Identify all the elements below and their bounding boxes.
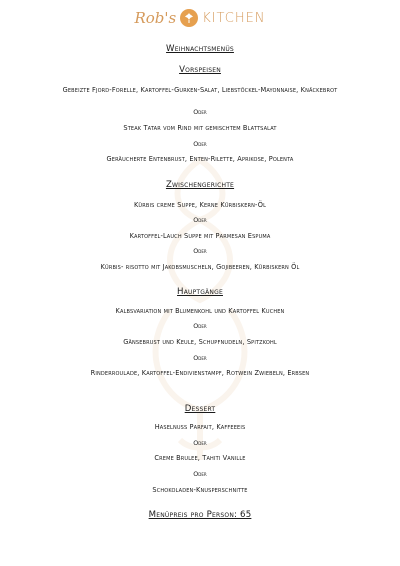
menu-item: Gänsebrust und Keule, Schupfnudeln, Spitzkohl [123,338,277,346]
brand-word-name: KITCHEN [202,10,266,26]
menu-item: Haselnuss Parfait, Kaffeeeis [154,423,246,431]
section-heading-zwischengerichte: Zwischengerichte [165,180,235,190]
brand-header [0,8,400,28]
menu-item: Rinderroulade, Kartoffel-Endivienstampf, Rotwein Zwiebeln, Erbsen [90,369,310,377]
or-separator: Oder [193,140,207,148]
section-heading-hauptgaenge: Hauptgänge [177,287,223,297]
menu-item: Schokoladen-Knusperschnitte [152,486,248,494]
or-separator: Oder [193,108,207,116]
section-heading-dessert: Dessert [184,404,216,414]
menu-item: Kartoffel-Lauch Suppe mit Parmesan Espuma [129,232,271,240]
price-line: Menüpreis pro Person: 65 [148,510,252,520]
or-separator: Oder [193,247,207,255]
or-separator: Oder [193,322,207,330]
menu-item: Creme Brulee, Tahiti Vanille [154,454,246,462]
or-separator: Oder [193,470,207,478]
or-separator: Oder [193,354,207,362]
or-separator: Oder [193,216,207,224]
menu-title: Weihnachtsmenüs [166,44,234,54]
brand-script-name: Rob's [134,9,177,27]
menu-item: Kalbsvariation mit Blumenkohl und Kartoffel Kuchen [115,307,285,315]
section-heading-vorspeisen: Vorspeisen [179,65,221,75]
menu-item: Kürbis- risotto mit Jakobsmuscheln, Gojibeeren, Kürbiskern Öl [100,263,300,271]
menu-item: Geräucherte Entenbrust, Enten-Rilette, Aprikose, Polenta [106,155,294,163]
menu-item: Gebeizte Fjord-Forelle, Kartoffel-Gurken-Salat, Liebstöckel-Mayonnaise, Knäckebrot [62,86,338,94]
or-separator: Oder [193,439,207,447]
menu-item: Kürbis creme Suppe, Kerne Kürbiskern-Öl [133,201,267,209]
floral-emblem-icon [180,9,198,27]
menu-item: Steak Tatar vom Rind mit gemischtem Blattsalat [123,124,277,132]
